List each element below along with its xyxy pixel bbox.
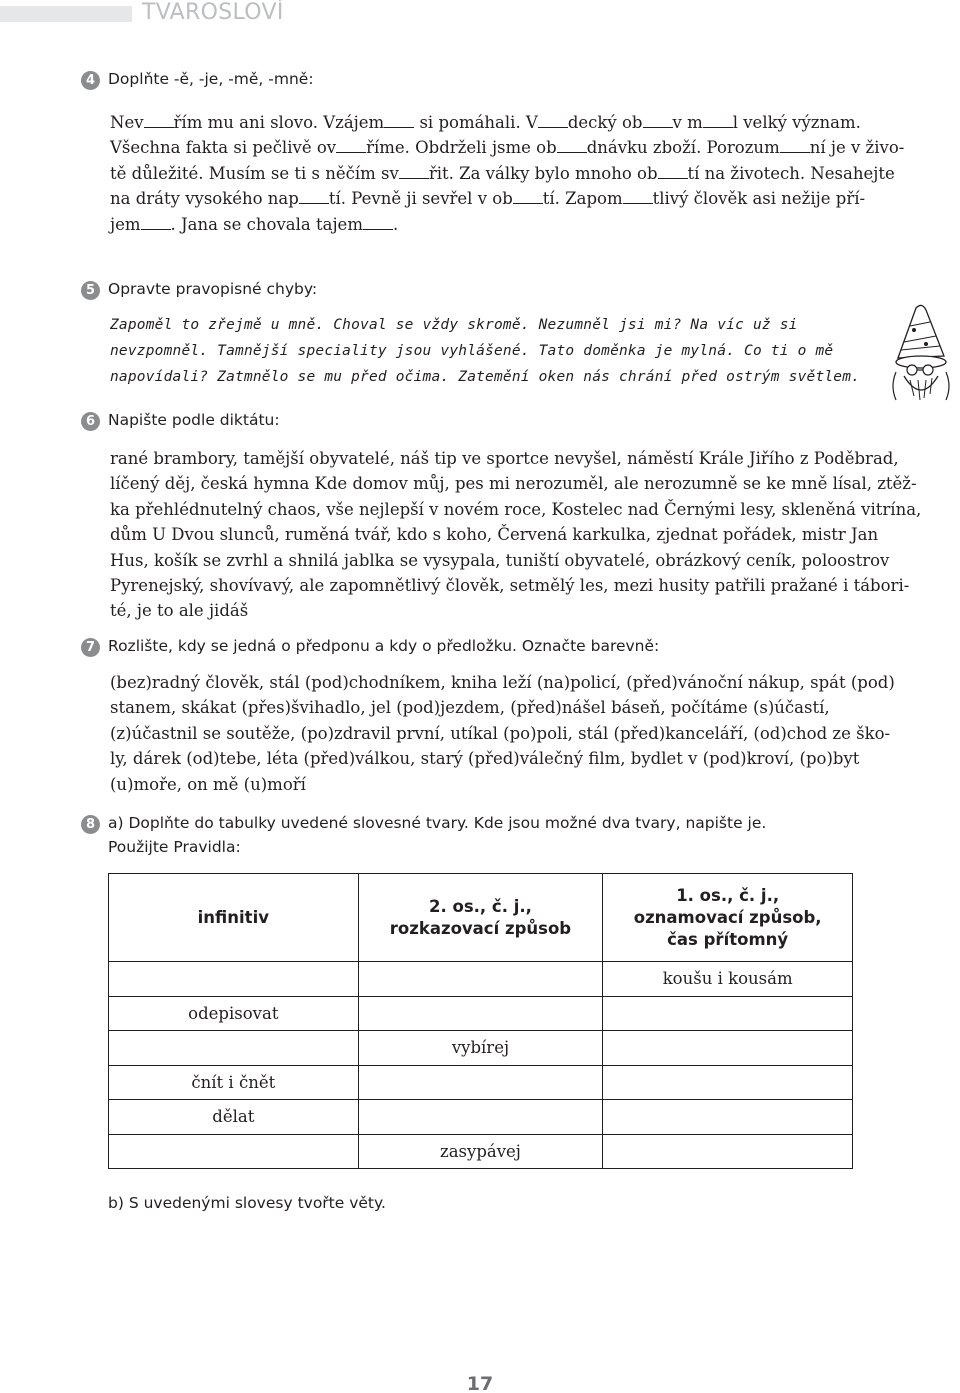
task-number-8: 8 <box>81 815 100 834</box>
table-cell[interactable]: zasypávej <box>358 1134 603 1169</box>
table-row <box>109 1134 853 1169</box>
task-6-line: dům U Dvou slunců, ruměná tvář, kdo s koho, Červená karkulka, zjednat pořádek, mistr Jan <box>110 525 879 545</box>
task-6-line: té, je to ale jidáš <box>110 601 249 621</box>
task-7-line: stanem, skákat (přes)švihadlo, jel (pod)jezdem, (před)nášel báseň, počítáme (s)účastí, <box>110 698 830 718</box>
table-cell[interactable] <box>358 1100 603 1135</box>
task-number-4: 4 <box>81 71 100 90</box>
task-4-line: tě důležité. Musím se ti s něčím sv řit. Za války bylo mnoho ob tí na životech. Nesahejte <box>110 163 895 183</box>
table-cell[interactable] <box>109 1134 359 1169</box>
task-8-part-a-title: a) Doplňte do tabulky uvedené slovesné tvary. Kde jsou možné dva tvary, napište je. <box>108 814 767 832</box>
task-5-line: napovídali? Zatmnělo se mu před očima. Zatemění oken nás chrání před ostrým světlem. <box>110 369 861 385</box>
task-6-line: rané brambory, tamější obyvatelé, náš tip ve sportce nevyšel, náměstí Krále Jiřího z Poděbrad, <box>110 449 899 468</box>
table-cell[interactable]: koušu i kousám <box>603 962 853 997</box>
task-4-title: Doplňte -ě, -je, -mě, -mně: <box>108 70 314 88</box>
task-5-line: Zapoměl to zřejmě u mně. Choval se vždy skromě. Nezumněl jsi mi? Na víc už si <box>110 317 798 333</box>
task-4-line: Všechna fakta si pečlivě ov říme. Obdrželi jsme ob dnávku zboží. Porozum ní je v živo- <box>110 138 905 158</box>
page-number: 17 <box>466 1373 494 1393</box>
table-cell[interactable] <box>109 1031 359 1066</box>
table-row <box>109 1065 853 1100</box>
table-row <box>109 996 853 1031</box>
task-number-5: 5 <box>81 281 100 300</box>
table-row <box>109 962 853 997</box>
task-7-text <box>110 670 960 797</box>
table-cell[interactable] <box>603 996 853 1031</box>
table-cell[interactable] <box>603 1134 853 1169</box>
wizard-illustration <box>886 300 956 410</box>
task-7-title: Rozlište, kdy se jedná o předponu a kdy o předložku. Označte barevně: <box>108 637 660 655</box>
table-cell[interactable] <box>109 962 359 997</box>
table-cell[interactable] <box>603 1031 853 1066</box>
task-7-line: (bez)radný člověk, stál (pod)chodníkem, kniha leží (na)policí, (před)vánoční nákup, spát (pod) <box>110 673 895 692</box>
table-cell[interactable] <box>603 1100 853 1135</box>
task-5-line: nevzpomněl. Tamnější speciality jsou vyhlášené. Tato doměnka je mylná. Co ti o mě <box>110 343 834 359</box>
task-6-line: ka přehlédnutelný chaos, vše nejlepší v novém roce, Kostelec nad Černými lesy, skleněná vitrína, <box>110 499 922 519</box>
task-6-text <box>110 446 960 624</box>
task-4-text <box>110 110 960 237</box>
task-number-6: 6 <box>81 412 100 431</box>
table-row <box>109 1031 853 1066</box>
header-bar <box>0 6 132 22</box>
table-cell[interactable]: dělat <box>109 1100 359 1135</box>
task-7-line: (u)moře, on mě (u)moří <box>110 774 306 794</box>
task-5-handwritten-text <box>110 312 861 390</box>
task-4-line: jem . Jana se chovala tajem . <box>110 214 399 234</box>
task-7-line: (z)účastnil se soutěže, (po)zdravil první, utíkal (po)poli, stál (před)kanceláří, (od)chod ze ško- <box>110 723 891 743</box>
task-number-7: 7 <box>81 638 100 657</box>
header-infinitiv: infinitiv <box>109 874 359 962</box>
task-6-line: Hus, košík se zvrhl a shnilá jablka se vysypala, tuniští obyvatelé, obrázkový ceník, poloostrov <box>110 550 890 570</box>
table-cell[interactable] <box>358 996 603 1031</box>
task-8-part-a-subtitle: Použijte Pravidla: <box>108 838 241 856</box>
task-6-title: Napište podle diktátu: <box>108 411 280 429</box>
task-8-part-b: b) S uvedenými slovesy tvořte věty. <box>108 1194 386 1212</box>
table-cell[interactable] <box>603 1065 853 1100</box>
table-cell[interactable]: odepisovat <box>109 996 359 1031</box>
verb-forms-table <box>108 873 853 1169</box>
header-imperative: 2. os., č. j., rozkazovací způsob <box>358 874 603 962</box>
table-cell[interactable]: vybírej <box>358 1031 603 1066</box>
task-6-line: líčený děj, česká hymna Kde domov můj, pes mi nerozuměl, ale nerozumně se ke mně lísal, ztěž- <box>110 474 917 494</box>
header-indicative: 1. os., č. j., oznamovací způsob, čas přítomný <box>603 874 853 962</box>
section-title: TVAROSLOVÍ <box>142 0 284 25</box>
task-4-line: na dráty vysokého nap tí. Pevně ji sevřel v ob tí. Zapom tlivý člověk asi nežije pří- <box>110 189 866 209</box>
table-row <box>109 1100 853 1135</box>
task-6-line: Pyrenejský, shovívavý, ale zapomnětlivý člověk, setmělý les, mezi husity patřili pražané i tábori- <box>110 576 910 596</box>
table-cell[interactable]: čnít i čnět <box>109 1065 359 1100</box>
table-cell[interactable] <box>358 962 603 997</box>
task-7-line: ly, dárek (od)tebe, léta (před)válkou, starý (před)válečný film, bydlet v (pod)kroví, (po)byt <box>110 749 860 769</box>
task-5-title: Opravte pravopisné chyby: <box>108 280 318 298</box>
table-cell[interactable] <box>358 1065 603 1100</box>
table-header-row <box>109 874 853 962</box>
task-4-line: Nev řím mu ani slovo. Vzájem si pomáhali. V decký ob v m l velký význam. <box>110 113 861 132</box>
